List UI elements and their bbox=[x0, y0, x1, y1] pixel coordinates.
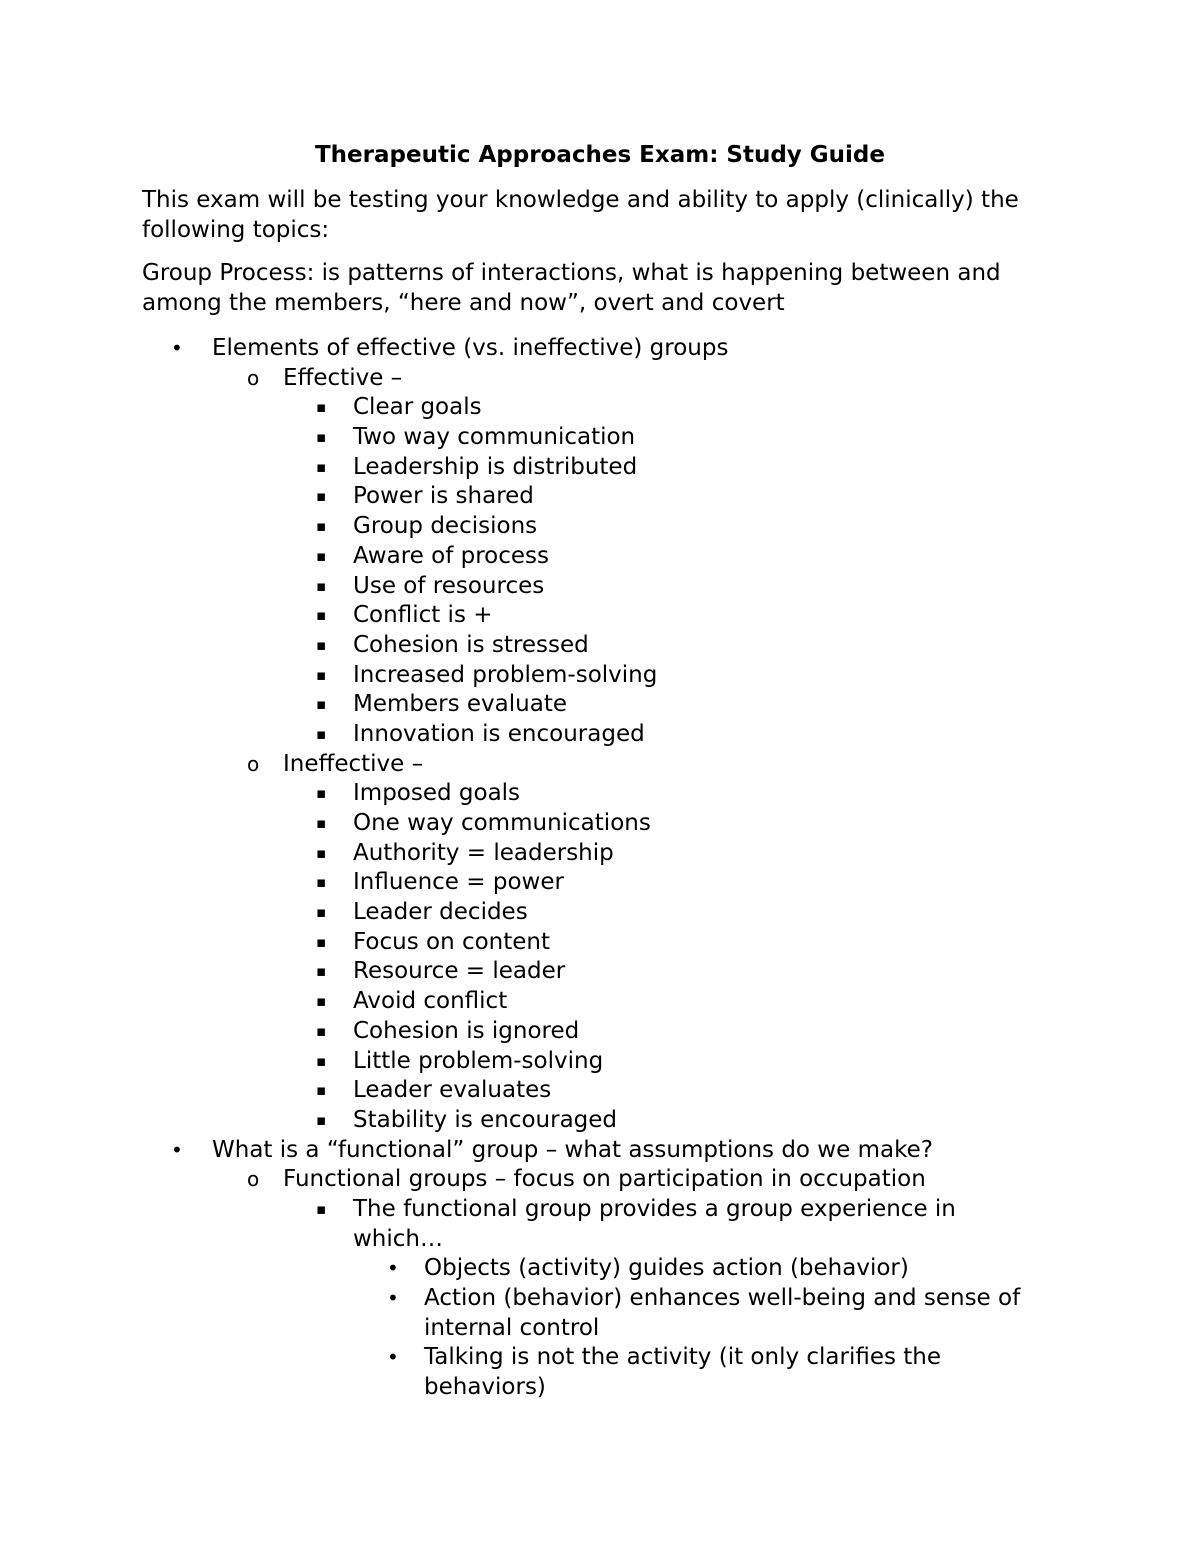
square-bullet-icon: ▪ bbox=[316, 992, 327, 1011]
list-item bbox=[0, 1165, 1200, 1195]
list-item bbox=[0, 839, 1200, 869]
functional-point: Objects (activity) guides action (behavior) bbox=[424, 1255, 909, 1282]
effective-item: Aware of process bbox=[353, 542, 549, 569]
list-item bbox=[0, 779, 1200, 809]
circle-bullet-icon: o bbox=[247, 1167, 260, 1192]
list-item bbox=[0, 453, 1200, 483]
ineffective-item: Leader evaluates bbox=[353, 1077, 552, 1104]
effective-item: Cohesion is stressed bbox=[353, 631, 589, 658]
effective-item: Use of resources bbox=[353, 572, 545, 599]
effective-item: Power is shared bbox=[353, 483, 534, 510]
effective-item: Two way communication bbox=[353, 424, 636, 451]
bullet-icon: • bbox=[387, 1345, 399, 1370]
list-item bbox=[0, 1284, 1200, 1343]
ineffective-item: Stability is encouraged bbox=[353, 1106, 618, 1133]
list-item bbox=[0, 690, 1200, 720]
ineffective-item: Resource = leader bbox=[353, 958, 566, 985]
ineffective-item: One way communications bbox=[353, 810, 651, 836]
effective-item: Members evaluate bbox=[353, 691, 567, 718]
list-item-text: The functional group provides a group experience in which… bbox=[353, 1195, 956, 1252]
square-bullet-icon: ▪ bbox=[316, 695, 327, 714]
square-bullet-icon: ▪ bbox=[316, 398, 327, 417]
effective-item: Conflict is + bbox=[353, 602, 493, 629]
list-item bbox=[0, 542, 1200, 572]
square-bullet-icon: ▪ bbox=[316, 873, 327, 892]
square-bullet-icon: ▪ bbox=[316, 932, 327, 951]
list-item bbox=[0, 512, 1200, 542]
group-process-paragraph: Group Process: is patterns of interactions, what is happening between and among the members, “here and now”, overt and covert bbox=[142, 260, 1001, 316]
square-bullet-icon: ▪ bbox=[316, 546, 327, 565]
square-bullet-icon: ▪ bbox=[316, 487, 327, 506]
list-item bbox=[0, 482, 1200, 512]
ineffective-item: Imposed goals bbox=[353, 780, 521, 807]
square-bullet-icon: ▪ bbox=[316, 843, 327, 862]
list-item bbox=[0, 1136, 1200, 1166]
intro-paragraph: This exam will be testing your knowledge and ability to apply (clinically) the following topics: bbox=[142, 187, 1019, 243]
list-item bbox=[0, 1047, 1200, 1077]
effective-item: Innovation is encouraged bbox=[353, 720, 645, 747]
square-bullet-icon: ▪ bbox=[316, 784, 327, 803]
list-item bbox=[0, 987, 1200, 1017]
square-bullet-icon: ▪ bbox=[316, 606, 327, 625]
square-bullet-icon: ▪ bbox=[316, 576, 327, 595]
list-item bbox=[0, 661, 1200, 691]
list-item bbox=[0, 393, 1200, 423]
effective-item: Increased problem-solving bbox=[353, 661, 658, 688]
list-item-text: Elements of effective (vs. ineffective) groups bbox=[212, 335, 729, 361]
list-item bbox=[0, 898, 1200, 928]
effective-item: Clear goals bbox=[353, 394, 482, 421]
list-item bbox=[0, 868, 1200, 898]
square-bullet-icon: ▪ bbox=[316, 962, 327, 981]
list-item bbox=[0, 1076, 1200, 1106]
square-bullet-icon: ▪ bbox=[316, 903, 327, 922]
square-bullet-icon: ▪ bbox=[316, 1110, 327, 1129]
outline-list bbox=[0, 334, 1200, 1403]
list-item bbox=[0, 1195, 1200, 1254]
effective-label: Effective – bbox=[283, 364, 403, 391]
functional-point: Action (behavior) enhances well-being and sense of internal control bbox=[424, 1285, 1021, 1341]
bullet-icon: • bbox=[387, 1286, 399, 1311]
list-item-text: What is a “functional” group – what assumptions do we make? bbox=[212, 1136, 933, 1163]
square-bullet-icon: ▪ bbox=[316, 1199, 327, 1218]
square-bullet-icon: ▪ bbox=[316, 665, 327, 684]
page-title: Therapeutic Approaches Exam: Study Guide bbox=[314, 142, 885, 168]
list-item bbox=[0, 423, 1200, 453]
circle-bullet-icon: o bbox=[247, 751, 260, 776]
square-bullet-icon: ▪ bbox=[316, 724, 327, 743]
list-item bbox=[0, 720, 1200, 750]
square-bullet-icon: ▪ bbox=[316, 428, 327, 447]
square-bullet-icon: ▪ bbox=[316, 635, 327, 654]
effective-item: Leadership is distributed bbox=[353, 453, 638, 480]
list-item bbox=[0, 364, 1200, 394]
square-bullet-icon: ▪ bbox=[316, 814, 327, 832]
bullet-icon: • bbox=[171, 336, 183, 360]
list-item bbox=[0, 750, 1200, 780]
list-item bbox=[0, 928, 1200, 958]
square-bullet-icon: ▪ bbox=[316, 1021, 327, 1040]
square-bullet-icon: ▪ bbox=[316, 457, 327, 476]
list-item-text: Functional groups – focus on participation in occupation bbox=[283, 1166, 926, 1193]
effective-item: Group decisions bbox=[353, 513, 538, 540]
ineffective-item: Little problem-solving bbox=[353, 1047, 604, 1074]
list-item bbox=[0, 631, 1200, 661]
bullet-icon: • bbox=[387, 1256, 399, 1281]
list-item bbox=[0, 1017, 1200, 1047]
list-item bbox=[0, 957, 1200, 987]
square-bullet-icon: ▪ bbox=[316, 1081, 327, 1100]
square-bullet-icon: ▪ bbox=[316, 1051, 327, 1070]
ineffective-item: Focus on content bbox=[353, 928, 551, 955]
ineffective-item: Influence = power bbox=[353, 869, 564, 896]
ineffective-item: Leader decides bbox=[353, 899, 528, 926]
list-item bbox=[0, 572, 1200, 602]
ineffective-item: Cohesion is ignored bbox=[353, 1017, 580, 1044]
ineffective-item: Authority = leadership bbox=[353, 839, 614, 866]
ineffective-label: Ineffective – bbox=[283, 750, 424, 777]
list-item bbox=[0, 809, 1200, 839]
list-item bbox=[0, 601, 1200, 631]
circle-bullet-icon: o bbox=[247, 365, 260, 390]
ineffective-item: Avoid conflict bbox=[353, 988, 508, 1015]
functional-point: Talking is not the activity (it only clarifies the behaviors) bbox=[424, 1344, 942, 1401]
list-item bbox=[0, 1343, 1200, 1402]
list-item bbox=[0, 334, 1200, 364]
list-item bbox=[0, 1106, 1200, 1136]
bullet-icon: • bbox=[171, 1137, 183, 1162]
list-item bbox=[0, 1254, 1200, 1284]
square-bullet-icon: ▪ bbox=[316, 517, 327, 536]
